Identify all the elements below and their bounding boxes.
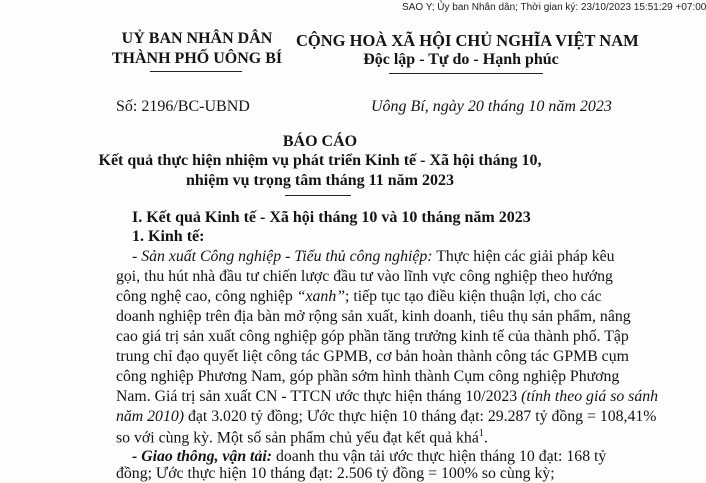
paragraph-lead: - Sản xuất Công nghiệp - Tiểu thủ công nghiệp: [132, 248, 433, 265]
national-motto: Độc lập - Tự do - Hạnh phúc [363, 51, 559, 68]
digital-signature-stamp: SAO Y; Ủy ban Nhân dân; Thời gian ký: 23/10/2023 15:51:29 +07:00 [402, 2, 706, 13]
paragraph-line [116, 288, 602, 306]
text-run-italic: (tính theo giá so sánh [521, 388, 659, 405]
document-subtitle-line2: nhiệm vụ trọng tâm tháng 11 năm 2023 [185, 172, 455, 189]
issuing-org-line1: UỶ BAN NHÂN DÂN [121, 30, 273, 47]
footnote-ref[interactable]: 1 [478, 428, 484, 439]
paragraph-line [132, 448, 606, 466]
paragraph-line: trung chỉ đạo quyết liệt công tác GPMB, cơ bản hoàn thành công tác GPMB cụm [116, 348, 629, 365]
paragraph-line: gọi, thu hút nhà đầu tư chiến lược đầu tư vào lĩnh vực công nghiệp theo hướng [116, 268, 613, 285]
document-title: BÁO CÁO [282, 133, 358, 150]
paragraph-line: đồng; Ước thực hiện 10 tháng đạt: 2.506 tỷ đồng = 100% so cùng kỳ; [116, 465, 555, 482]
paragraph-line: doanh nghiệp trên địa bàn mở rộng sản xuất, kinh doanh, tiêu thụ sản phẩm, nâng [116, 308, 631, 325]
section-heading: I. Kết quả Kinh tế - Xã hội tháng 10 và 10 tháng năm 2023 [132, 209, 531, 226]
national-title: CỘNG HOÀ XÃ HỘI CHỦ NGHĨA VIỆT NAM [296, 31, 639, 50]
text-run-italic: năm 2010) [116, 408, 185, 425]
text-run: . [483, 429, 488, 447]
org-underline [150, 71, 242, 72]
paragraph-line [116, 388, 658, 406]
subsection-heading: 1. Kinh tế: [132, 228, 205, 245]
document-subtitle-line1: Kết quả thực hiện nhiệm vụ phát triển Kinh tế - Xã hội tháng 10, [98, 152, 542, 169]
text-run: đạt 3.020 tỷ đồng; Ước thực hiện 10 tháng đạt: 29.287 tỷ đồng = 108,41% [184, 408, 657, 425]
paragraph-line: công nghiệp Phương Nam, góp phần sớm hình thành Cụm công nghiệp Phương [116, 368, 620, 385]
paragraph-line [132, 248, 615, 266]
text-run: Thực hiện các giải pháp kêu [432, 248, 615, 265]
text-run: Nam. Giá trị sản xuất CN - TTCN ước thực hiện tháng 10/2023 [116, 388, 522, 405]
text-run: doanh thu vận tải ước thực hiện tháng 10 đạt: 168 tỷ [272, 448, 607, 465]
issuing-org-line2: THÀNH PHỐ UÔNG BÍ [111, 50, 283, 67]
document-date: Uông Bí, ngày 20 tháng 10 năm 2023 [371, 98, 612, 115]
text-run: công nghệ cao, công nghiệp [116, 288, 297, 305]
paragraph-line [116, 428, 488, 447]
text-run: so với cùng kỳ. Một số sản phẩm chủ yếu đạt kết quả khá [116, 429, 479, 447]
paragraph-line [116, 408, 656, 426]
paragraph-lead: - Giao thông, vận tải: [132, 448, 272, 465]
motto-underline [389, 73, 543, 74]
text-run: ; tiếp tục tạo điều kiện thuận lợi, cho các [345, 288, 602, 305]
title-underline [285, 195, 351, 196]
document-number: Số: 2196/BC-UBND [116, 98, 250, 115]
text-run-italic: “xanh” [296, 288, 346, 305]
paragraph-line: cao giá trị sản xuất công nghiệp góp phần tăng trưởng kinh tế của thành phố. Tập [116, 328, 629, 345]
